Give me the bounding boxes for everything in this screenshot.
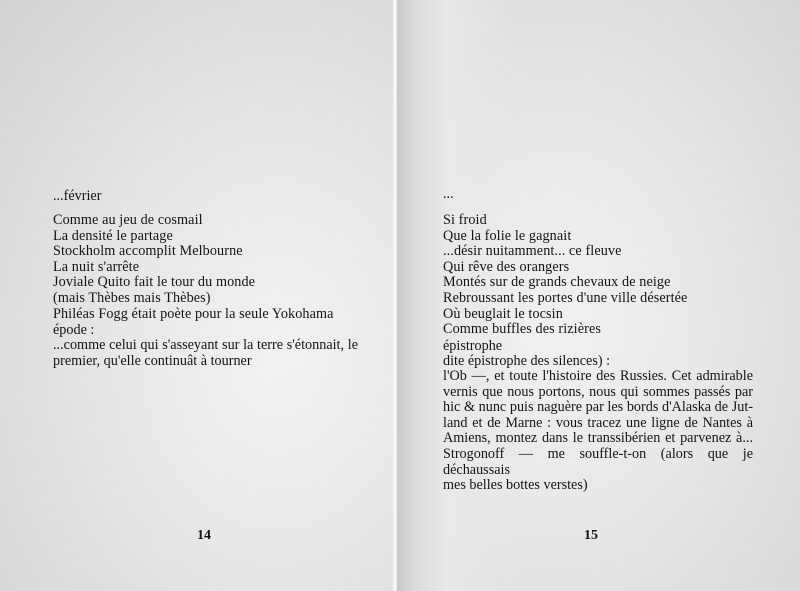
verse-line: La densité le partage — [53, 227, 173, 244]
verse-line: Si froid — [443, 212, 487, 228]
prose-line: premier, qu'elle continuât à tourner — [53, 352, 252, 369]
prose-line: Amiens, montez dans le transsibérien et parvenez à... — [443, 430, 753, 447]
epistrophe-label: épistrophe — [443, 338, 503, 354]
verse-line: Philéas Fogg était poète pour la seule Yokohama — [53, 305, 334, 322]
verse-line: Stockholm accomplit Melbourne — [53, 243, 243, 260]
section-title: ... — [443, 186, 454, 202]
right-page — [397, 0, 800, 591]
poem-stanza — [443, 213, 687, 338]
prose-line: l'Ob —, et toute l'histoire des Russies. Cet admirable — [443, 368, 753, 384]
verse-line: Comme au jeu de cosmail — [53, 212, 203, 228]
verse-line: Que la folie le gagnait — [443, 227, 572, 244]
verse-line: Rebroussant les portes d'une ville désertée — [443, 289, 688, 306]
poem-stanza — [53, 213, 334, 322]
prose-line: Strogonoff — me souffle-t-on (alors que je déchaussais — [443, 445, 753, 478]
verse-line: (mais Thèbes mais Thèbes) — [53, 289, 211, 306]
verse-line: Montés sur de grands chevaux de neige — [443, 274, 671, 291]
verse-line: Qui rêve des orangers — [443, 258, 570, 275]
epode-text — [53, 338, 358, 369]
verse-line: Comme buffles des rizières — [443, 321, 601, 338]
prose-line: hic & nunc puis naguère par les bords d'Alaska de Jut- — [443, 399, 753, 416]
section-title: ...février — [53, 188, 102, 204]
epistrophe-prose — [443, 369, 753, 494]
verse-line: Joviale Quito fait le tour du monde — [53, 274, 256, 291]
verse-line: La nuit s'arrête — [53, 258, 140, 275]
epistrophe-sublabel: dite épistrophe des silences) : — [443, 353, 611, 369]
verse-line: Où beuglait le tocsin — [443, 305, 563, 322]
epode-label: épode : — [53, 322, 95, 338]
prose-line: vernis que nous portons, nous qui sommes passés par — [443, 383, 753, 400]
page-number: 15 — [584, 528, 598, 543]
prose-line: land et de Marne : vous tracez une ligne de Nantes à — [443, 414, 753, 431]
verse-line: ...désir nuitamment... ce fleuve — [443, 243, 622, 260]
left-page — [0, 0, 397, 591]
page-number: 14 — [197, 528, 211, 543]
prose-line: mes belles bottes verstes) — [443, 477, 588, 494]
prose-line: ...comme celui qui s'asseyant sur la terre s'étonnait, le — [53, 337, 358, 353]
